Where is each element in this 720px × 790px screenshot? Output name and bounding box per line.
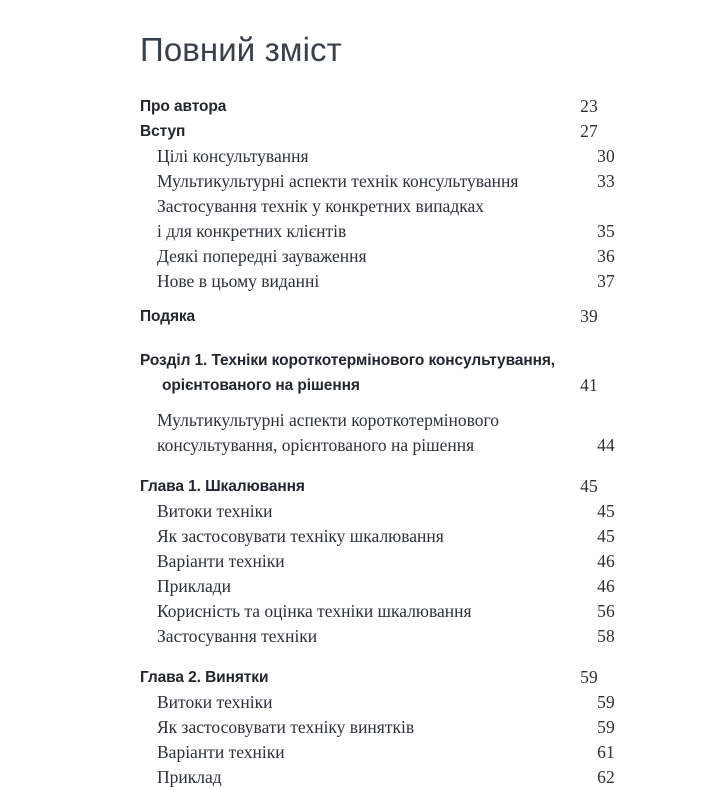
toc-entry[interactable]: [157, 169, 615, 194]
toc-entry[interactable]: [157, 408, 615, 458]
toc-entry[interactable]: [157, 524, 615, 549]
toc-page-number: 45: [597, 526, 615, 546]
toc-entry-label: Застосування техніки: [157, 626, 318, 646]
toc-page-number: 37: [597, 271, 615, 291]
toc-entry[interactable]: [140, 665, 598, 690]
toc-page-number: 39: [580, 306, 598, 326]
toc-entry-label: Приклади: [157, 576, 232, 596]
toc-entry[interactable]: [157, 269, 615, 294]
toc-entry-label: Розділ 1. Техніки короткотермінового консультування, орієнтованого на рішення: [140, 348, 567, 398]
toc-page-number: 30: [597, 146, 615, 166]
toc-page-number: 36: [597, 246, 615, 266]
toc-entry-label-line2: консультування, орієнтованого на рішення: [157, 435, 475, 455]
toc-entry[interactable]: [140, 304, 598, 329]
toc-page-number: 45: [580, 476, 598, 496]
toc-entry-label: Застосування технік у конкретних випадках і для конкретних клієнтів: [157, 194, 496, 244]
toc-page-number: 41: [580, 375, 598, 395]
toc-page-number: 62: [597, 767, 615, 787]
toc-entry-label: Цілі консультування: [157, 146, 309, 166]
toc-page-number: 56: [597, 601, 615, 621]
toc-page-number: 45: [597, 501, 615, 521]
toc-entry-label: Мультикультурні аспекти технік консультування: [157, 171, 519, 191]
toc-entry[interactable]: [140, 348, 598, 398]
toc-entry-label: Варіанти техніки: [157, 742, 285, 762]
toc-entry[interactable]: [140, 94, 598, 119]
toc-entry-label-line2: і для конкретних клієнтів: [157, 221, 347, 241]
toc-entry-label-line2: орієнтованого на рішення: [162, 377, 360, 394]
toc-entry-label: Як застосовувати техніку винятків: [157, 717, 415, 737]
toc-list: [140, 94, 615, 790]
toc-entry[interactable]: [157, 765, 615, 790]
toc-entry-label: Приклад: [157, 767, 222, 787]
toc-entry[interactable]: [157, 194, 615, 244]
toc-page-number: 33: [597, 171, 615, 191]
toc-entry[interactable]: [157, 499, 615, 524]
toc-entry[interactable]: [157, 144, 615, 169]
toc-page-number: 59: [597, 692, 615, 712]
toc-entry[interactable]: [157, 740, 615, 765]
toc-entry-label: Мультикультурні аспекти короткотермінового консультування, орієнтованого на рішення: [157, 408, 511, 458]
toc-entry[interactable]: [140, 474, 598, 499]
toc-entry[interactable]: [157, 244, 615, 269]
toc-entry[interactable]: [157, 574, 615, 599]
toc-entry-label: Глава 2. Винятки: [140, 669, 269, 686]
toc-page-number: 27: [580, 121, 598, 141]
toc-entry-label: Подяка: [140, 308, 196, 325]
toc-entry[interactable]: [157, 549, 615, 574]
toc-entry-label: Вступ: [140, 123, 186, 140]
toc-page-number: 59: [580, 667, 598, 687]
page-title: Повний зміст: [140, 31, 342, 69]
toc-entry[interactable]: [157, 599, 615, 624]
toc-page-number: 61: [597, 742, 615, 762]
toc-entry-label: Як застосовувати техніку шкалювання: [157, 526, 444, 546]
toc-entry-label: Деякі попередні зауваження: [157, 246, 367, 266]
toc-entry-label: Варіанти техніки: [157, 551, 285, 571]
toc-page-number: 23: [580, 96, 598, 116]
toc-page-number: 44: [597, 435, 615, 455]
toc-page-number: 46: [597, 551, 615, 571]
toc-entry-label: Глава 1. Шкалювання: [140, 478, 305, 495]
toc-page-number: 46: [597, 576, 615, 596]
toc-page-number: 58: [597, 626, 615, 646]
toc-entry[interactable]: [140, 119, 598, 144]
toc-entry-label: Про автора: [140, 98, 227, 115]
toc-page-number: 59: [597, 717, 615, 737]
toc-entry[interactable]: [157, 715, 615, 740]
toc-page-number: 35: [597, 221, 615, 241]
toc-entry-label: Витоки техніки: [157, 501, 273, 521]
toc-entry-label: Корисність та оцінка техніки шкалювання: [157, 601, 472, 621]
toc-entry-label: Нове в цьому виданні: [157, 271, 320, 291]
toc-entry[interactable]: [157, 690, 615, 715]
toc-entry-label: Витоки техніки: [157, 692, 273, 712]
toc-entry[interactable]: [157, 624, 615, 649]
